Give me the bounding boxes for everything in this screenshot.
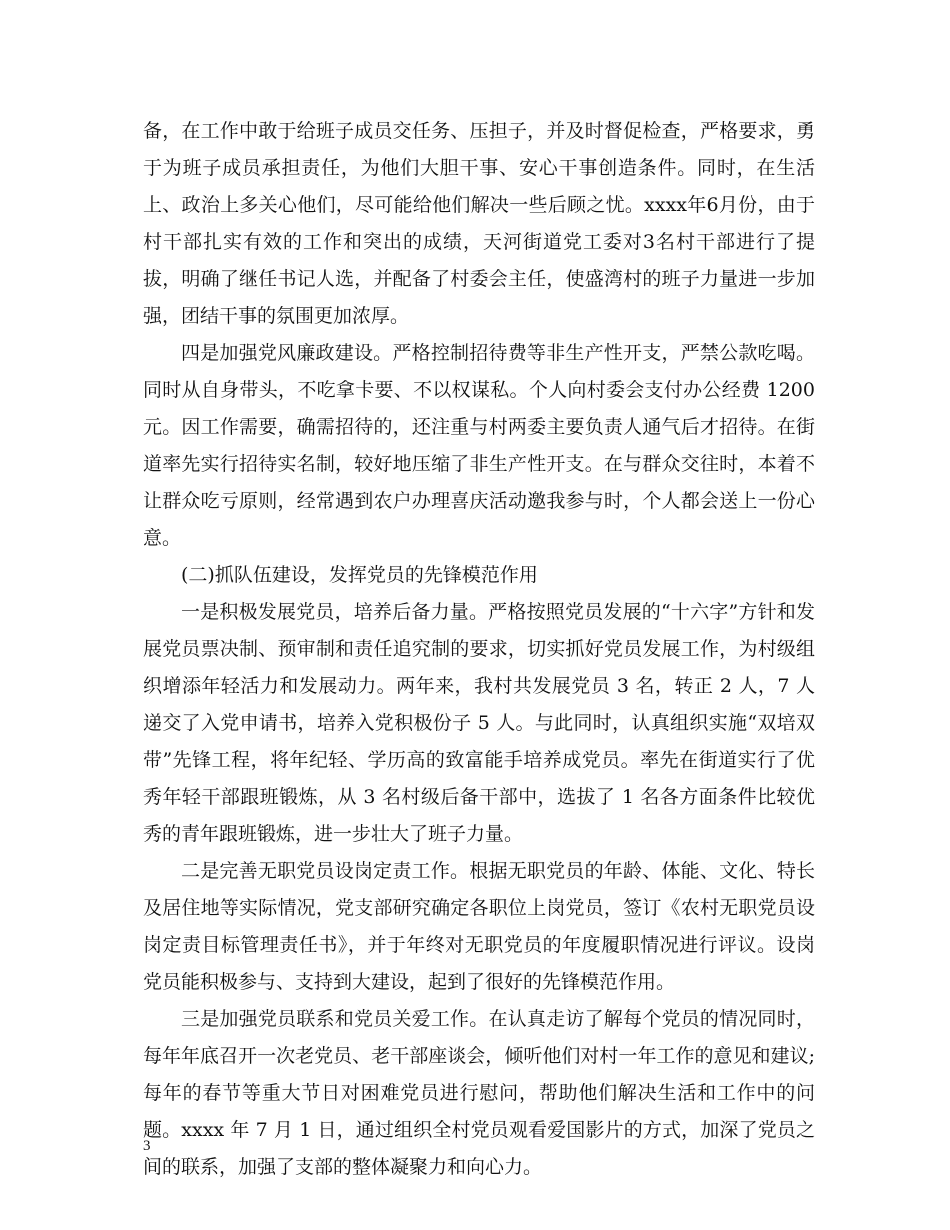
paragraph-member-care: 三是加强党员联系和党员关爱工作。在认真走访了解每个党员的情况同时，每年年底召开一次老党员、老干部座谈会，倾听他们对村一年工作的意见和建议;每年的春节等重大节日对困难党员进行慰问，帮助他们解决生活和工作中的问题。xxxx 年 7 月 1 日，通过组织全村党员观看爱国影片的方式，加深了党员之间的联系，加强了支部的整体凝聚力和向心力。 bbox=[143, 1008, 815, 1178]
section-heading: (二)抓队伍建设，发挥党员的先锋模范作用 bbox=[181, 564, 538, 586]
paragraph-anti-corruption: 四是加强党风廉政建设。严格控制招待费等非生产性开支，严禁公款吃喝。同时从自身带头，不吃拿卡要、不以权谋私。个人向村委会支付办公经费 1200元。因工作需要，确需招待的，还注重与村两委主要负责人通气后才招待。在街道率先实行招待实名制，较好地压缩了非生产性开支。在与群众交往时，本着不让群众吃亏原则，经常遇到农户办理喜庆活动邀我参与时，个人都会送上一份心意。 bbox=[143, 342, 815, 549]
document-body bbox=[143, 113, 815, 1186]
page-number: 3 bbox=[143, 1138, 151, 1154]
paragraph-party-development: 一是积极发展党员，培养后备力量。严格按照党员发展的“十六字”方针和发展党员票决制、预审制和责任追究制的要求，切实抓好党员发展工作，为村级组织增添年轻活力和发展动力。两年来，我村共发展党员 3 名，转正 2 人，7 人递交了入党申请书，培养入党积极份子 5 人。与此同时，认真组织实施“双培双带”先锋工程，将年纪轻、学历高的致富能手培养成党员。率先在街道实行了优秀年轻干部跟班锻炼，从 3 名村级后备干部中，选拔了 1 名各方面条件比较优秀的青年跟班锻炼，进一步壮大了班子力量。 bbox=[143, 601, 815, 845]
paragraph-continuation: 备，在工作中敢于给班子成员交任务、压担子，并及时督促检查，严格要求，勇于为班子成员承担责任，为他们大胆干事、安心干事创造条件。同时，在生活上、政治上多关心他们，尽可能给他们解决一些后顾之忧。xxxx年6月份，由于村干部扎实有效的工作和突出的成绩，天河街道党工委对3名村干部进行了提拔，明确了继任书记人选，并配备了村委会主任，使盛湾村的班子力量进一步加强，团结干事的氛围更加浓厚。 bbox=[143, 120, 815, 327]
paragraph-post-responsibility: 二是完善无职党员设岗定责工作。根据无职党员的年龄、体能、文化、特长及居住地等实际情况，党支部研究确定各职位上岗党员，签订《农村无职党员设岗定责目标管理责任书》，并于年终对无职党员的年度履职情况进行评议。设岗党员能积极参与、支持到大建设，起到了很好的先锋模范作用。 bbox=[143, 860, 815, 993]
